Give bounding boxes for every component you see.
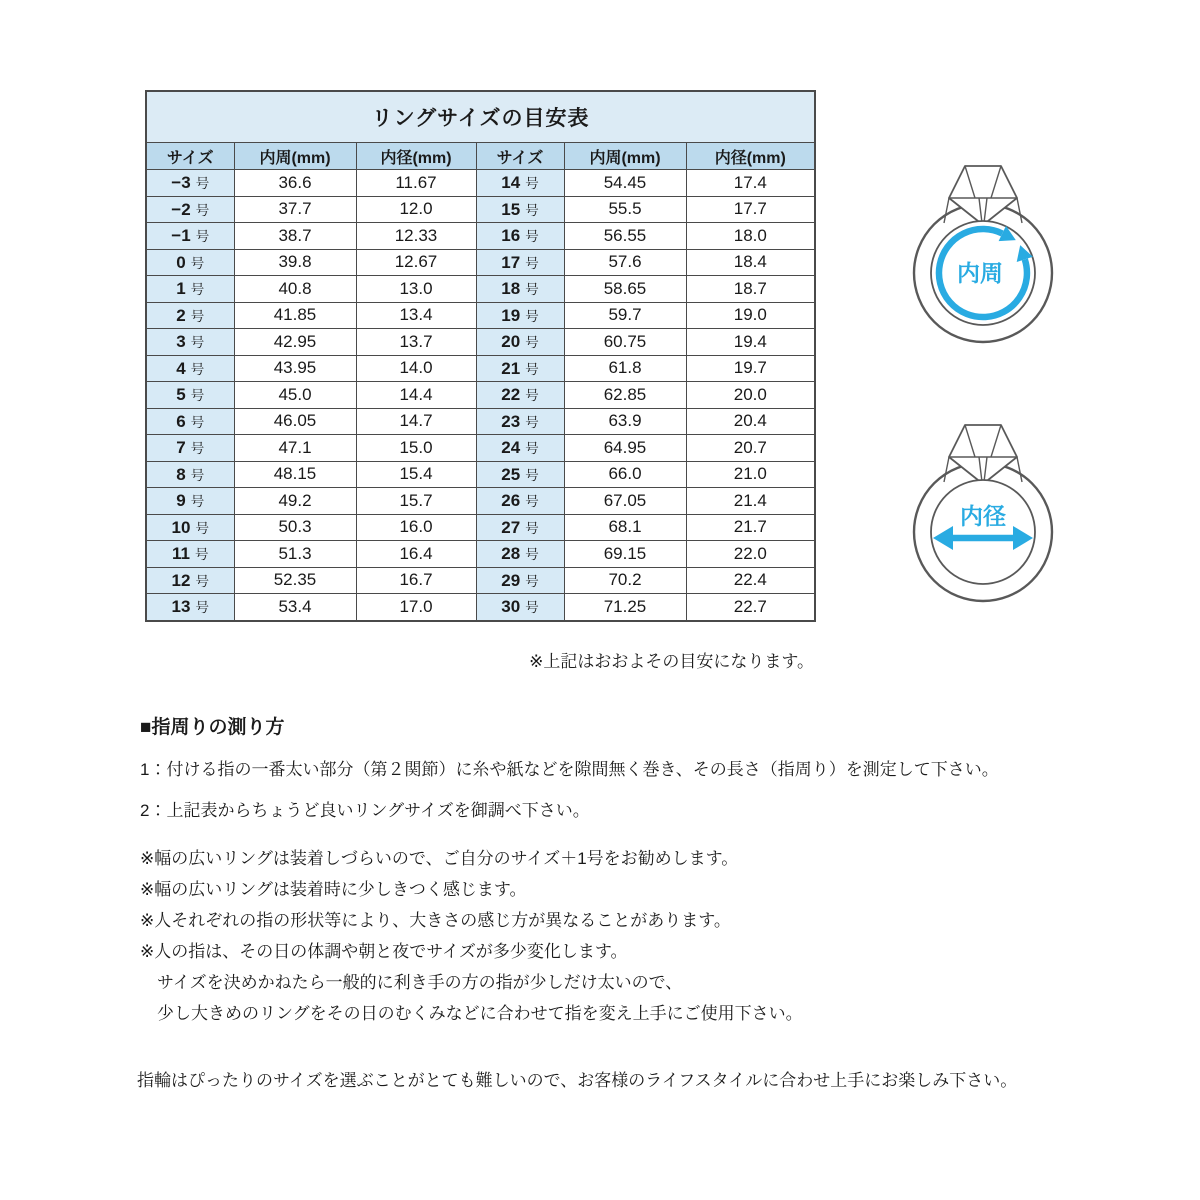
value-cell: 37.7 [234, 196, 356, 223]
closing-note: 指輪はぴったりのサイズを選ぶことがとても難しいので、お客様のライフスタイルに合わせ上手にお楽しみ下さい。 [137, 1071, 1018, 1090]
size-cell: 24 号 [476, 435, 564, 462]
value-cell: 16.4 [356, 541, 476, 568]
table-row [146, 567, 815, 594]
value-cell: 18.0 [686, 223, 815, 250]
value-cell: 20.4 [686, 408, 815, 435]
value-cell: 19.0 [686, 302, 815, 329]
value-cell: 46.05 [234, 408, 356, 435]
ring-circumference-diagram [908, 165, 1058, 345]
table-row [146, 461, 815, 488]
value-cell: 14.7 [356, 408, 476, 435]
value-cell: 20.0 [686, 382, 815, 409]
value-cell: 15.7 [356, 488, 476, 515]
size-cell: 27 号 [476, 514, 564, 541]
value-cell: 49.2 [234, 488, 356, 515]
instruction-step-1: 1：付ける指の一番太い部分（第２関節）に糸や紙などを隙間無く巻き、その長さ（指周り）を測定して下さい。 [140, 760, 999, 779]
table-header-row [146, 143, 815, 170]
value-cell: 11.67 [356, 170, 476, 197]
table-title: リングサイズの目安表 [146, 91, 815, 143]
size-cell: 10 号 [146, 514, 234, 541]
note-line: ※人の指は、その日の体調や朝と夜でサイズが多少変化します。 [140, 942, 628, 961]
value-cell: 12.67 [356, 249, 476, 276]
size-cell: 28 号 [476, 541, 564, 568]
size-cell: −3 号 [146, 170, 234, 197]
measuring-instructions-section [140, 712, 1080, 821]
value-cell: 14.4 [356, 382, 476, 409]
size-cell: 19 号 [476, 302, 564, 329]
value-cell: 42.95 [234, 329, 356, 356]
value-cell: 61.8 [564, 355, 686, 382]
table-row [146, 408, 815, 435]
table-row [146, 541, 815, 568]
value-cell: 12.0 [356, 196, 476, 223]
size-cell: −1 号 [146, 223, 234, 250]
value-cell: 62.85 [564, 382, 686, 409]
col-header-size-left: サイズ [146, 143, 234, 170]
size-cell: 3 号 [146, 329, 234, 356]
size-cell: 14 号 [476, 170, 564, 197]
table-row [146, 594, 815, 621]
value-cell: 19.7 [686, 355, 815, 382]
value-cell: 60.75 [564, 329, 686, 356]
size-cell: 16 号 [476, 223, 564, 250]
value-cell: 21.7 [686, 514, 815, 541]
value-cell: 56.55 [564, 223, 686, 250]
value-cell: 41.85 [234, 302, 356, 329]
value-cell: 13.0 [356, 276, 476, 303]
value-cell: 55.5 [564, 196, 686, 223]
value-cell: 48.15 [234, 461, 356, 488]
ring-size-table [145, 90, 816, 622]
col-header-diameter-right: 内径(mm) [686, 143, 815, 170]
size-cell: 4 号 [146, 355, 234, 382]
value-cell: 14.0 [356, 355, 476, 382]
col-header-size-right: サイズ [476, 143, 564, 170]
value-cell: 21.4 [686, 488, 815, 515]
table-body [146, 170, 815, 621]
table-row [146, 435, 815, 462]
col-header-circumference-left: 内周(mm) [234, 143, 356, 170]
value-cell: 47.1 [234, 435, 356, 462]
circumference-label: 内周 [957, 260, 1003, 286]
value-cell: 18.7 [686, 276, 815, 303]
table-row [146, 488, 815, 515]
value-cell: 57.6 [564, 249, 686, 276]
table-title-row [146, 91, 815, 143]
ring-with-diamond-icon [908, 424, 1058, 604]
size-cell: 11 号 [146, 541, 234, 568]
value-cell: 13.4 [356, 302, 476, 329]
value-cell: 22.0 [686, 541, 815, 568]
size-cell: 0 号 [146, 249, 234, 276]
size-cell: 15 号 [476, 196, 564, 223]
value-cell: 12.33 [356, 223, 476, 250]
value-cell: 67.05 [564, 488, 686, 515]
value-cell: 15.4 [356, 461, 476, 488]
ring-diameter-diagram [908, 424, 1058, 604]
size-cell: 12 号 [146, 567, 234, 594]
value-cell: 20.7 [686, 435, 815, 462]
table-row [146, 223, 815, 250]
note-line: 少し大きめのリングをその日のむくみなどに合わせて指を変え上手にご使用下さい。 [140, 1004, 803, 1023]
section-heading: ■指周りの測り方 [140, 717, 285, 738]
size-cell: 5 号 [146, 382, 234, 409]
value-cell: 59.7 [564, 302, 686, 329]
value-cell: 70.2 [564, 567, 686, 594]
value-cell: 18.4 [686, 249, 815, 276]
table-row [146, 249, 815, 276]
value-cell: 66.0 [564, 461, 686, 488]
table-row [146, 302, 815, 329]
size-cell: 21 号 [476, 355, 564, 382]
size-cell: 23 号 [476, 408, 564, 435]
table-row [146, 355, 815, 382]
size-cell: 1 号 [146, 276, 234, 303]
size-cell: 6 号 [146, 408, 234, 435]
value-cell: 54.45 [564, 170, 686, 197]
table-row [146, 514, 815, 541]
size-cell: 7 号 [146, 435, 234, 462]
size-cell: 13 号 [146, 594, 234, 621]
size-cell: 26 号 [476, 488, 564, 515]
size-cell: 2 号 [146, 302, 234, 329]
diameter-label: 内径 [960, 503, 1006, 529]
note-line: サイズを決めかねたら一般的に利き手の方の指が少しだけ太いので、 [140, 973, 683, 992]
value-cell: 16.7 [356, 567, 476, 594]
value-cell: 39.8 [234, 249, 356, 276]
value-cell: 36.6 [234, 170, 356, 197]
table-row [146, 382, 815, 409]
table-footnote: ※上記はおおよその目安になります。 [529, 652, 814, 671]
col-header-diameter-left: 内径(mm) [356, 143, 476, 170]
value-cell: 71.25 [564, 594, 686, 621]
value-cell: 45.0 [234, 382, 356, 409]
value-cell: 16.0 [356, 514, 476, 541]
table-row [146, 170, 815, 197]
size-cell: 29 号 [476, 567, 564, 594]
value-cell: 69.15 [564, 541, 686, 568]
size-cell: 8 号 [146, 461, 234, 488]
ring-with-diamond-icon [908, 165, 1058, 345]
note-line: ※人それぞれの指の形状等により、大きさの感じ方が異なることがあります。 [140, 911, 731, 930]
value-cell: 17.0 [356, 594, 476, 621]
size-cell: 9 号 [146, 488, 234, 515]
value-cell: 64.95 [564, 435, 686, 462]
value-cell: 52.35 [234, 567, 356, 594]
table-row [146, 196, 815, 223]
value-cell: 19.4 [686, 329, 815, 356]
size-cell: −2 号 [146, 196, 234, 223]
value-cell: 13.7 [356, 329, 476, 356]
value-cell: 22.7 [686, 594, 815, 621]
size-cell: 30 号 [476, 594, 564, 621]
value-cell: 17.7 [686, 196, 815, 223]
value-cell: 21.0 [686, 461, 815, 488]
value-cell: 15.0 [356, 435, 476, 462]
size-cell: 17 号 [476, 249, 564, 276]
col-header-circumference-right: 内周(mm) [564, 143, 686, 170]
note-line: ※幅の広いリングは装着しづらいので、ご自分のサイズ＋1号をお勧めします。 [140, 849, 739, 868]
note-line: ※幅の広いリングは装着時に少しきつく感じます。 [140, 880, 527, 899]
table-row [146, 329, 815, 356]
value-cell: 58.65 [564, 276, 686, 303]
size-cell: 20 号 [476, 329, 564, 356]
size-cell: 18 号 [476, 276, 564, 303]
instruction-step-2: 2：上記表からちょうど良いリングサイズを御調べ下さい。 [140, 801, 590, 820]
value-cell: 63.9 [564, 408, 686, 435]
value-cell: 68.1 [564, 514, 686, 541]
value-cell: 40.8 [234, 276, 356, 303]
table-row [146, 276, 815, 303]
value-cell: 43.95 [234, 355, 356, 382]
value-cell: 53.4 [234, 594, 356, 621]
notes-list [140, 843, 1100, 1029]
value-cell: 38.7 [234, 223, 356, 250]
size-cell: 25 号 [476, 461, 564, 488]
value-cell: 50.3 [234, 514, 356, 541]
value-cell: 22.4 [686, 567, 815, 594]
value-cell: 17.4 [686, 170, 815, 197]
size-cell: 22 号 [476, 382, 564, 409]
value-cell: 51.3 [234, 541, 356, 568]
